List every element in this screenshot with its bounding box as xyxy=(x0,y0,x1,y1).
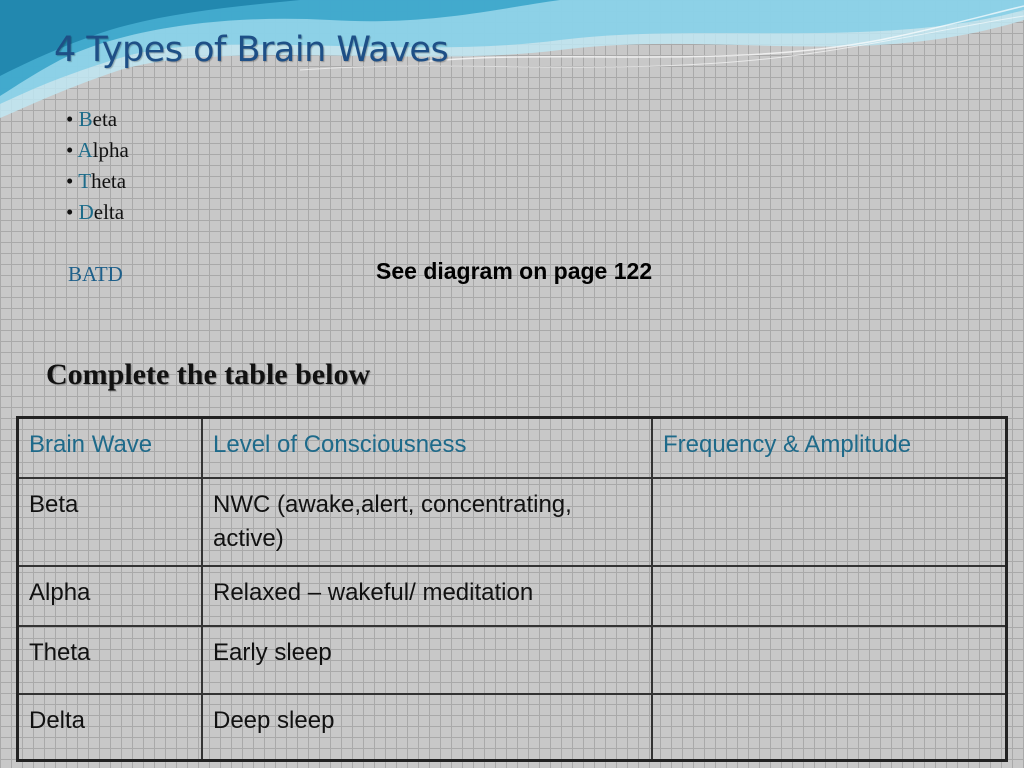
bullet-initial: B xyxy=(78,107,93,131)
bullet-initial: T xyxy=(78,169,92,193)
bullet-rest: lpha xyxy=(92,138,129,162)
cell-consciousness: Early sleep xyxy=(202,626,652,694)
brain-wave-table xyxy=(16,416,1008,762)
list-item xyxy=(66,135,129,166)
header-level-of-consciousness: Level of Consciousness xyxy=(202,418,652,479)
cell-brain-wave: Theta xyxy=(18,626,203,694)
table-row xyxy=(18,478,1007,566)
slide-title: 4 Types of Brain Waves xyxy=(54,30,449,70)
table-row xyxy=(18,694,1007,760)
cell-consciousness: Relaxed – wakeful/ meditation xyxy=(202,566,652,626)
brain-wave-list xyxy=(66,104,129,228)
cell-frequency-amplitude[interactable] xyxy=(652,626,1007,694)
table-instruction: Complete the table below xyxy=(46,358,371,391)
table-header-row xyxy=(18,418,1007,479)
list-item xyxy=(66,197,129,228)
bullet-initial: A xyxy=(77,138,93,162)
table-row xyxy=(18,626,1007,694)
cell-frequency-amplitude[interactable] xyxy=(652,694,1007,760)
bullet-marker: • xyxy=(66,107,74,131)
list-item xyxy=(66,104,129,135)
cell-brain-wave: Alpha xyxy=(18,566,203,626)
bullet-initial: D xyxy=(78,200,94,224)
cell-consciousness: NWC (awake,alert, concentrating, active) xyxy=(202,478,652,566)
bullet-marker: • xyxy=(66,138,74,162)
header-frequency-amplitude: Frequency & Amplitude xyxy=(652,418,1007,479)
list-item xyxy=(66,166,129,197)
bullet-rest: heta xyxy=(91,169,127,193)
header-brain-wave: Brain Wave xyxy=(18,418,203,479)
acronym-text: BATD xyxy=(68,262,123,286)
bullet-marker: • xyxy=(66,200,74,224)
cell-brain-wave: Beta xyxy=(18,478,203,566)
cell-brain-wave: Delta xyxy=(18,694,203,760)
bullet-marker: • xyxy=(66,169,74,193)
table-row xyxy=(18,566,1007,626)
bullet-rest: eta xyxy=(92,107,118,131)
cell-frequency-amplitude[interactable] xyxy=(652,478,1007,566)
cell-frequency-amplitude[interactable] xyxy=(652,566,1007,626)
cell-consciousness: Deep sleep xyxy=(202,694,652,760)
bullet-rest: elta xyxy=(93,200,125,224)
see-diagram-note: See diagram on page 122 xyxy=(376,258,653,284)
